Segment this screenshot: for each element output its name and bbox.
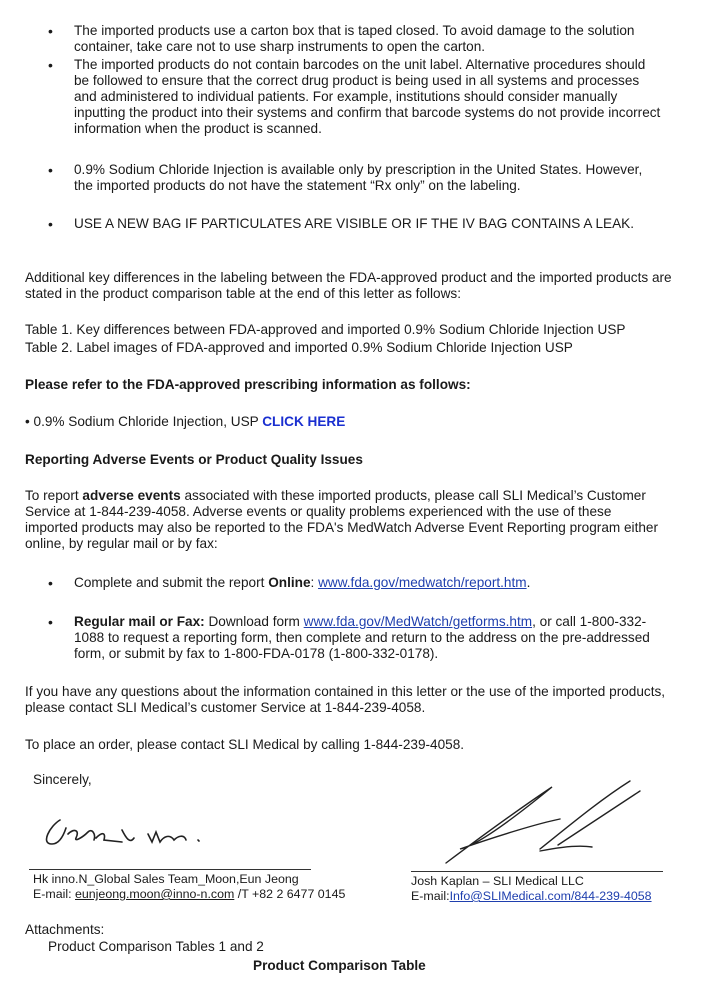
order-paragraph: To place an order, please contact SLI Medical by calling 1-844-239-4058.	[25, 737, 465, 752]
mail-bold: Regular mail or Fax:	[74, 614, 205, 629]
reporting-heading: Reporting Adverse Events or Product Quality Issues	[25, 452, 363, 467]
closing: Sincerely,	[33, 772, 92, 787]
right-signer-email-row	[411, 889, 652, 904]
right-phone: /844-239-4058	[570, 889, 652, 903]
table1-line: Table 1. Key differences between FDA-approved and imported 0.9% Sodium Chloride Injection USP	[25, 322, 626, 337]
bullet-icon: •	[48, 575, 53, 591]
right-email-label: E-mail:	[411, 889, 450, 903]
list-item	[48, 216, 663, 232]
report-paragraph	[25, 488, 665, 552]
bullet-icon: •	[48, 57, 53, 73]
click-here-link[interactable]: CLICK HERE	[262, 414, 346, 429]
mail-after: , or call 1-800-332-1088 to request a reporting form, then complete and return to the address on the pre-addressed form, or submit by fax to 1-800-FDA-0178 (1-800-332-0178).	[74, 614, 650, 661]
online-text: Complete and submit the report	[74, 575, 269, 590]
bullet-text: The imported products use a carton box that is taped closed. To avoid damage to the solution container, take care not to use sharp instruments to open the carton.	[74, 23, 635, 54]
questions-paragraph: If you have any questions about the information contained in this letter or the use of the imported products, please contact SLI Medical’s customer Service at 1-844-239-4058.	[25, 684, 666, 715]
bullet-text: The imported products do not contain barcodes on the unit label. Alternative procedures should be followed to ensure that the correct drug product is being used in all systems and processes and administered to individual patients. For example, institutions should consider manually inputting the product into their systems and confirm that barcode systems do not provide incorrect information when the product is scanned.	[74, 57, 661, 136]
left-email-link[interactable]: eunjeong.moon@inno-n.com	[75, 887, 235, 901]
bullet-icon: •	[48, 23, 53, 39]
list-item	[48, 162, 663, 194]
table2-line: Table 2. Label images of FDA-approved and imported 0.9% Sodium Chloride Injection USP	[25, 340, 573, 355]
bullet-icon: •	[48, 216, 53, 232]
prescribing-item-text: • 0.9% Sodium Chloride Injection, USP	[25, 414, 263, 429]
list-item	[48, 614, 663, 662]
mail-text: Download form	[204, 614, 304, 629]
list-item	[48, 575, 663, 591]
attachments-label: Attachments:	[25, 922, 105, 937]
right-email-link[interactable]: Info@SLIMedical.com	[449, 889, 571, 903]
online-item	[74, 575, 663, 591]
bullet-text: 0.9% Sodium Chloride Injection is available only by prescription in the United States. However, the imported products do not have the statement “Rx only” on the labeling.	[74, 162, 643, 193]
prescribing-heading: Please refer to the FDA-approved prescribing information as follows:	[25, 377, 471, 392]
bottom-title: Product Comparison Table	[253, 958, 426, 973]
prescribing-item	[25, 414, 675, 430]
left-signer-email-row	[33, 887, 345, 902]
online-after: .	[526, 575, 531, 590]
bullet-icon: •	[48, 614, 53, 630]
left-email-label: E-mail:	[33, 887, 75, 901]
attachments-item: Product Comparison Tables 1 and 2	[48, 939, 264, 954]
list-item	[48, 57, 663, 137]
report-text: To report	[25, 488, 83, 503]
left-phone: /T +82 2 6477 0145	[234, 887, 346, 901]
right-signer-name: Josh Kaplan – SLI Medical LLC	[411, 874, 584, 888]
online-colon: :	[310, 575, 319, 590]
medwatch-forms-link[interactable]: www.fda.gov/MedWatch/getforms.htm	[303, 614, 533, 629]
left-signature-line	[29, 869, 311, 870]
differences-intro: Additional key differences in the labeling between the FDA-approved product and the imported products are stated in the product comparison table at the end of this letter as follows:	[25, 270, 672, 301]
right-signature-image	[440, 775, 660, 870]
left-signer-name: Hk inno.N_Global Sales Team_Moon,Eun Jeong	[33, 872, 299, 886]
online-bold: Online	[268, 575, 311, 590]
list-item	[48, 23, 663, 55]
mail-item	[74, 614, 663, 662]
right-signature-line	[411, 871, 663, 872]
left-signature-image	[30, 808, 230, 858]
report-text-rest: associated with these imported products, please call SLI Medical’s Customer Service at 1-844-239-4058. Adverse events or quality problems experienced with the use of these imported products may also be reported to the FDA's MedWatch Adverse Event Reporting program either online, by regular mail or by fax:	[25, 488, 658, 551]
bullet-icon: •	[48, 162, 53, 178]
medwatch-report-link[interactable]: www.fda.gov/medwatch/report.htm	[318, 575, 527, 590]
bullet-text: USE A NEW BAG IF PARTICULATES ARE VISIBLE OR IF THE IV BAG CONTAINS A LEAK.	[74, 216, 635, 231]
adverse-events-text: adverse events	[82, 488, 181, 503]
